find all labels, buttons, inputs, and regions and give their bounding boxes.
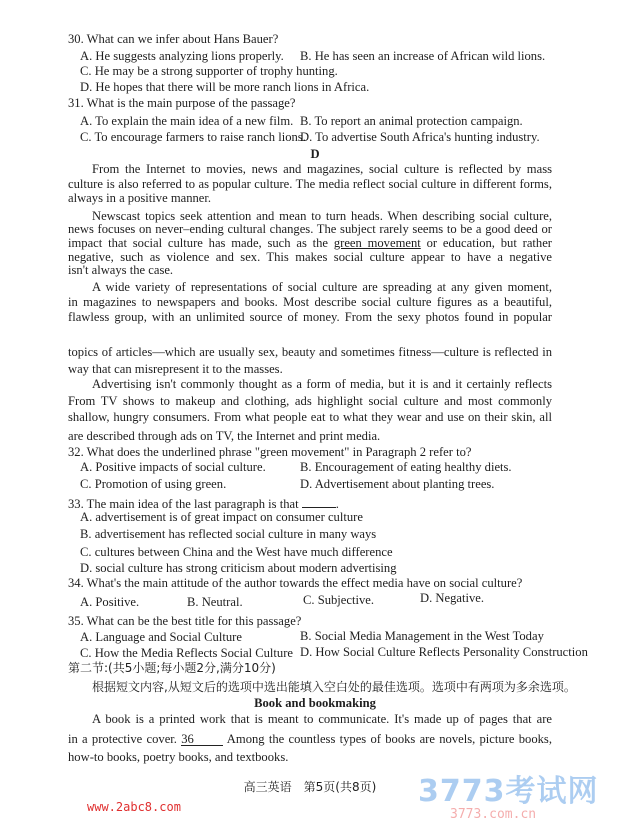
question-34: 34. What's the main attitude of the author towards the effect media have on social culture? [68, 576, 523, 590]
passage-line: Advertising isn't commonly thought as a form of media, but it is and it certainly reflects [92, 378, 552, 391]
q32-option-a: A. Positive impacts of social culture. [80, 460, 266, 474]
passage-line: A wide variety of representations of social culture are spreading at any given moment, [92, 281, 552, 294]
passage-text: Among the countless types of books are novels, picture books, [226, 733, 552, 746]
watermark-text: 3773考试网 [418, 774, 599, 809]
watermark-url: 3773.com.cn [450, 807, 537, 822]
q32-option-c: C. Promotion of using green. [80, 477, 227, 491]
passage-line: Newscast topics seek attention and mean to turn heads. When describing social culture, [92, 210, 552, 223]
q35-option-c: C. How the Media Reflects Social Culture [80, 646, 293, 660]
passage-line: A book is a printed work that is meant to communicate. It's made up of pages that are [92, 713, 552, 726]
passage-line: flawless group, with an unlimited source of money. From the sexy photos found in popular [68, 311, 552, 324]
passage-line: way that can misrepresent it to the masses. [68, 362, 283, 376]
passage-line: topics of articles—which are usually sex, beauty and sometimes fitness—culture is reflected in [68, 346, 552, 359]
q34-option-d: D. Negative. [420, 591, 484, 605]
question-33 [68, 496, 339, 511]
q30-option-c: C. He may be a strong supporter of trophy hunting. [80, 64, 338, 78]
blank-36: 36 [181, 733, 223, 746]
page-footer: 高三英语 第5页(共8页) [243, 780, 377, 794]
q30-option-a: A. He suggests analyzing lions properly. [80, 49, 284, 63]
site-url: www.2abc8.com [87, 800, 181, 814]
q32-option-b: B. Encouragement of eating healthy diets. [300, 460, 512, 474]
passage-line-underlined [68, 237, 552, 250]
passage-line: isn't always the case. [68, 263, 174, 277]
q31-option-a: A. To explain the main idea of a new film. [80, 114, 294, 128]
passage-line: are described through ads on TV, the Internet and print media. [68, 429, 381, 443]
question-33-end: . [335, 497, 339, 511]
passage-text: in a protective cover. [68, 733, 177, 746]
q30-option-b: B. He has seen an increase of African wild lions. [300, 49, 546, 63]
q33-option-d: D. social culture has strong criticism about modern advertising [80, 561, 397, 575]
q33-option-a: A. advertisement is of great impact on consumer culture [80, 510, 363, 524]
q34-option-a: A. Positive. [80, 595, 140, 609]
underlined-phrase-green-movement: green movement [333, 237, 421, 250]
passage-line-with-blank [68, 733, 552, 746]
passage-line: always in a positive manner. [68, 191, 212, 205]
section-2-instruction: 根据短文内容,从短文后的选项中选出能填入空白处的最佳选项。选项中有两项为多余选项。 [92, 680, 576, 694]
q32-option-d: D. Advertisement about planting trees. [300, 477, 495, 491]
question-35: 35. What can be the best title for this passage? [68, 614, 302, 628]
q30-option-d: D. He hopes that there will be more ranch lions in Africa. [80, 80, 370, 94]
question-32: 32. What does the underlined phrase "green movement" in Paragraph 2 refer to? [68, 445, 472, 459]
passage-line: shallow, hungry consumers. From what people eat to what they wear and use on their skin, all [68, 411, 552, 424]
section-letter: D [310, 147, 320, 161]
passage-line: negative, such as violence and sex. This makes social culture appear to have a negative [68, 251, 552, 264]
passage-text: or education, but rather [426, 237, 552, 250]
passage-line: From TV shows to makeup and clothing, ads highlight social culture and most commonly [68, 395, 552, 408]
answer-blank [302, 496, 336, 508]
q31-option-c: C. To encourage farmers to raise ranch lions. [80, 130, 306, 144]
passage-text: impact that social culture has made, such as the [68, 237, 329, 250]
q33-option-c: C. cultures between China and the West have much difference [80, 545, 393, 559]
passage-line: in magazines to newspapers and books. Most describe social culture figures as a beautiful, [68, 296, 552, 309]
passage-line: how-to books, poetry books, and textbooks. [68, 750, 289, 764]
q34-option-c: C. Subjective. [303, 593, 375, 607]
section-2-heading: 第二节:(共5小题;每小题2分,满分10分) [68, 661, 276, 675]
q35-option-d: D. How Social Culture Reflects Personality Construction [300, 645, 588, 659]
passage-title: Book and bookmaking [254, 696, 376, 710]
q33-option-b: B. advertisement has reflected social culture in many ways [80, 527, 377, 541]
question-30: 30. What can we infer about Hans Bauer? [68, 32, 279, 46]
q35-option-b: B. Social Media Management in the West Today [300, 629, 544, 643]
question-31: 31. What is the main purpose of the passage? [68, 96, 296, 110]
question-33-text: 33. The main idea of the last paragraph is that [68, 497, 299, 511]
q34-option-b: B. Neutral. [187, 595, 243, 609]
q35-option-a: A. Language and Social Culture [80, 630, 242, 644]
passage-line: culture is also referred to as popular culture. The media reflect social culture in different forms, [68, 178, 552, 191]
q31-option-b: B. To report an animal protection campaign. [300, 114, 523, 128]
q31-option-d: D. To advertise South Africa's hunting industry. [300, 130, 540, 144]
passage-line: news focuses on never–ending cultural changes. The subject rarely seems to be a good deed or [68, 223, 552, 236]
passage-line: From the Internet to movies, news and magazines, social culture is reflected by mass [92, 163, 552, 176]
